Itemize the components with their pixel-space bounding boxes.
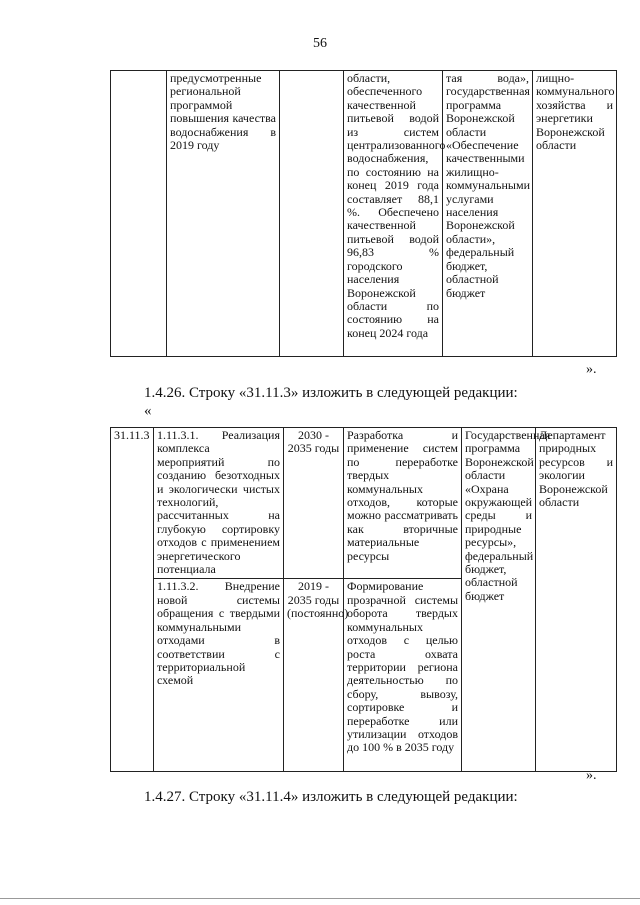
closing-quote: ». — [586, 362, 597, 377]
cell-years — [280, 71, 344, 357]
amendment-paragraph: 1.4.27. Строку «31.11.4» изложить в следующей редакции: — [144, 789, 518, 805]
page-bottom-line — [0, 898, 640, 899]
cell-years: 2030 - 2035 годы — [284, 428, 344, 579]
cell-measure: 1.11.3.2. Внедрение новой системы обращения с твердыми коммунальными отходами в соответствии с территориальной схемой — [154, 579, 284, 772]
cell-source: тая вода», государственная программа Воронежской области «Обеспечение качественными жилищно-коммунальными услугами населения Воронежской области», федеральный бюджет, областной бюджет — [443, 71, 533, 357]
cell-executor: лищно-коммунального хозяйства и энергетики Воронежской области — [533, 71, 617, 357]
cell-measure: 1.11.3.1. Реализация комплекса мероприятий по созданию безотходных и экологически чистых технологий, рассчитанных на глубокую сортировку отходов с применением энергетического потенциала — [154, 428, 284, 579]
cell-source: Государственная программа Воронежской области «Охрана окружающей среды и природные ресурсы», федеральный бюджет, областной бюджет — [462, 428, 536, 772]
closing-quote: ». — [586, 768, 597, 783]
page-number: 56 — [313, 36, 327, 51]
table-row — [111, 71, 617, 357]
opening-quote: « — [144, 403, 152, 419]
cell-code: 31.11.3 — [111, 428, 154, 772]
table-row — [111, 428, 617, 579]
cell-executor: Департамент природных ресурсов и экологии Воронежской области — [536, 428, 617, 772]
cell-code — [111, 71, 167, 357]
amendment-paragraph: 1.4.26. Строку «31.11.3» изложить в следующей редакции: — [144, 385, 518, 401]
row-31-11-3-table — [110, 427, 617, 772]
cell-years: 2019 - 2035 годы (постоянно) — [284, 579, 344, 772]
cell-measure: предусмотренные региональной программой повышения качества водоснабжения в 2019 году — [167, 71, 280, 357]
cell-result: Формирование прозрачной системы оборота твердых коммунальных отходов с целью роста охвата территории региона деятельностью по сбору, вывозу, сортировке и переработке или утилизации отходов до 100 % в 2035 году — [344, 579, 462, 772]
continuation-table — [110, 70, 617, 357]
cell-result: области, обеспеченного качественной питьевой водой из систем централизованного водоснабжения, по состоянию на конец 2019 года составляет 88,1 %. Обеспечено качественной питьевой водой 96,83 % городского населения Воронежской области по состоянию на конец 2024 года — [344, 71, 443, 357]
cell-result: Разработка и применение систем по переработке твердых коммунальных отходов, которые можно рассматривать как вторичные материальные ресурсы — [344, 428, 462, 579]
